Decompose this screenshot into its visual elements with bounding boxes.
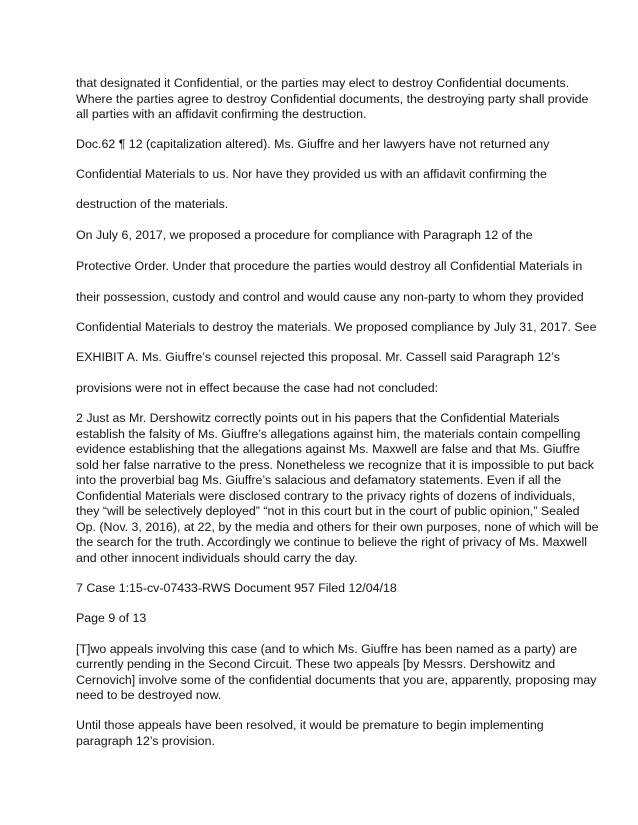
text-line: Confidential Materials were disclosed contrary to the privacy rights of dozens of individuals,	[76, 489, 576, 503]
text-line: Confidential Materials to destroy the materials. We proposed compliance by July 31, 2017. See	[76, 320, 597, 334]
text-line: Doc.62 ¶ 12 (capitalization altered). Ms. Giuffre and her lawyers have not returned any	[76, 137, 550, 151]
text-line: sold her false narrative to the press. Nonetheless we recognize that it is impossible to put back	[76, 458, 594, 472]
text-line: 7 Case 1:15-cv-07433-RWS Document 957 Filed 12/04/18	[76, 581, 397, 595]
text-line: Where the parties agree to destroy Confidential documents, the destroying party shall provide	[76, 92, 589, 106]
text-line: On July 6, 2017, we proposed a procedure for compliance with Paragraph 12 of the	[76, 228, 533, 242]
text-line: Op. (Nov. 3, 2016), at 22, by the media and others for their own purposes, none of which will be	[76, 520, 599, 534]
text-line: Until those appeals have been resolved, it would be premature to begin implementing	[76, 718, 544, 732]
text-line: destruction of the materials.	[76, 197, 229, 211]
text-line: currently pending in the Second Circuit. These two appeals [by Messrs. Dershowitz and	[76, 657, 556, 671]
text-line: evidence establishing that the allegations against Ms. Maxwell are false and that Ms. Giuffre	[76, 442, 580, 456]
text-line: Page 9 of 13	[76, 611, 147, 625]
text-line: 2 Just as Mr. Dershowitz correctly points out in his papers that the Confidential Materials	[76, 411, 560, 425]
text-line: Confidential Materials to us. Nor have they provided us with an affidavit confirming the	[76, 167, 547, 181]
text-line: Cernovich] involve some of the confidential documents that you are, apparently, proposing may	[76, 673, 597, 687]
text-line: into the proverbial bag Ms. Giuffre’s salacious and defamatory statements. Even if all the	[76, 473, 562, 487]
text-line: provisions were not in effect because the case had not concluded:	[76, 381, 439, 395]
text-line: the search for the truth. Accordingly we continue to believe the right of privacy of Ms. Maxwell	[76, 535, 588, 549]
text-line: and other innocent individuals should carry the day.	[76, 551, 358, 565]
text-line: establish the falsity of Ms. Giuffre’s allegations against him, the materials contain compelling	[76, 427, 581, 441]
text-line: they “will be selectively deployed” “not in this court but in the court of public opinion,” Sealed	[76, 504, 580, 518]
text-line: that designated it Confidential, or the parties may elect to destroy Confidential documents.	[76, 76, 570, 90]
text-line: their possession, custody and control and would cause any non-party to whom they provided	[76, 290, 584, 304]
text-line: [T]wo appeals involving this case (and to which Ms. Giuffre has been named as a party) are	[76, 642, 578, 656]
text-line: EXHIBIT A. Ms. Giuffre’s counsel rejected this proposal. Mr. Cassell said Paragraph 12’s	[76, 350, 560, 364]
text-line: all parties with an affidavit confirming the destruction.	[76, 107, 367, 121]
text-line: Protective Order. Under that procedure the parties would destroy all Confidential Materials in	[76, 259, 583, 273]
text-line: need to be destroyed now.	[76, 688, 222, 702]
text-line: paragraph 12’s provision.	[76, 734, 215, 748]
